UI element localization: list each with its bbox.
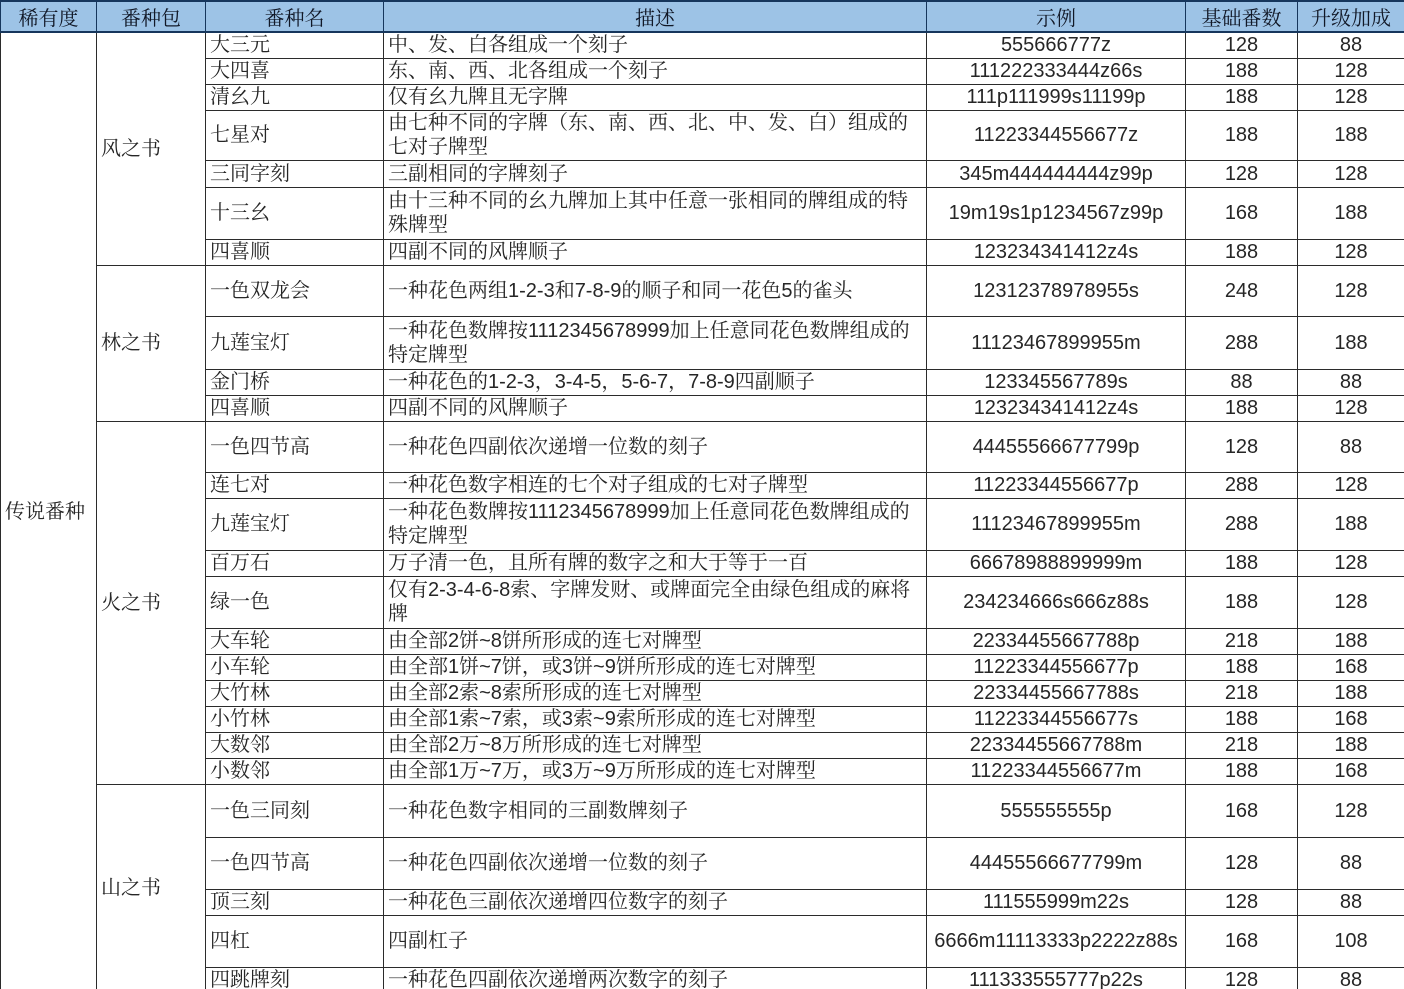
base-fan-cell: 128 <box>1186 889 1298 915</box>
table-row <box>1 472 1404 498</box>
upgrade-bonus-cell: 188 <box>1298 498 1404 550</box>
example-cell: 123234341412z4s <box>927 395 1186 421</box>
base-fan-cell: 188 <box>1186 395 1298 421</box>
table-row <box>1 732 1404 758</box>
rarity-cell: 传说番种 <box>1 32 97 989</box>
table-row <box>1 32 1404 58</box>
pack-cell: 风之书 <box>97 32 206 265</box>
table-row <box>1 576 1404 628</box>
description-cell: 仅有2-3-4-6-8索、字牌发财、或牌面完全由绿色组成的麻将牌 <box>384 576 927 628</box>
upgrade-bonus-cell: 128 <box>1298 472 1404 498</box>
upgrade-bonus-cell: 188 <box>1298 680 1404 706</box>
table-row <box>1 889 1404 915</box>
upgrade-bonus-cell: 188 <box>1298 110 1404 160</box>
pattern-name-cell: 十三幺 <box>206 187 384 239</box>
example-cell: 111555999m22s <box>927 889 1186 915</box>
upgrade-bonus-cell: 128 <box>1298 265 1404 316</box>
pattern-name-cell: 清幺九 <box>206 84 384 110</box>
base-fan-cell: 218 <box>1186 628 1298 654</box>
example-cell: 11223344556677z <box>927 110 1186 160</box>
upgrade-bonus-cell: 168 <box>1298 706 1404 732</box>
pattern-name-cell: 一色双龙会 <box>206 265 384 316</box>
example-cell: 123345567789s <box>927 369 1186 395</box>
pattern-name-cell: 一色三同刻 <box>206 784 384 837</box>
example-cell: 111222333444z66s <box>927 58 1186 84</box>
pattern-name-cell: 绿一色 <box>206 576 384 628</box>
pattern-name-cell: 连七对 <box>206 472 384 498</box>
pattern-name-cell: 四跳牌刻 <box>206 967 384 989</box>
upgrade-bonus-cell: 88 <box>1298 967 1404 989</box>
upgrade-bonus-cell: 188 <box>1298 628 1404 654</box>
table-row <box>1 628 1404 654</box>
base-fan-cell: 128 <box>1186 160 1298 187</box>
header-pack: 番种包 <box>97 1 206 32</box>
example-cell: 11123467899955m <box>927 498 1186 550</box>
example-cell: 11123467899955m <box>927 316 1186 369</box>
base-fan-cell: 168 <box>1186 784 1298 837</box>
upgrade-bonus-cell: 128 <box>1298 84 1404 110</box>
upgrade-bonus-cell: 128 <box>1298 58 1404 84</box>
description-cell: 一种花色数字相连的七个对子组成的七对子牌型 <box>384 472 927 498</box>
upgrade-bonus-cell: 128 <box>1298 550 1404 576</box>
base-fan-cell: 218 <box>1186 732 1298 758</box>
table-row <box>1 110 1404 160</box>
pattern-name-cell: 一色四节高 <box>206 421 384 472</box>
table-row <box>1 58 1404 84</box>
base-fan-cell: 188 <box>1186 58 1298 84</box>
description-cell: 三副相同的字牌刻子 <box>384 160 927 187</box>
example-cell: 12312378978955s <box>927 265 1186 316</box>
upgrade-bonus-cell: 128 <box>1298 395 1404 421</box>
header-rarity: 稀有度 <box>1 1 97 32</box>
pattern-name-cell: 顶三刻 <box>206 889 384 915</box>
example-cell: 11223344556677s <box>927 706 1186 732</box>
description-cell: 一种花色的1-2-3，3-4-5，5-6-7，7-8-9四副顺子 <box>384 369 927 395</box>
description-cell: 中、发、白各组成一个刻子 <box>384 32 927 58</box>
pattern-name-cell: 九莲宝灯 <box>206 498 384 550</box>
table-row <box>1 395 1404 421</box>
example-cell: 19m19s1p1234567z99p <box>927 187 1186 239</box>
base-fan-cell: 188 <box>1186 654 1298 680</box>
table-row <box>1 239 1404 265</box>
example-cell: 44455566677799p <box>927 421 1186 472</box>
header-base-fan: 基础番数 <box>1186 1 1298 32</box>
header-desc: 描述 <box>384 1 927 32</box>
pattern-name-cell: 三同字刻 <box>206 160 384 187</box>
table-row <box>1 967 1404 989</box>
header-upgrade-bonus: 升级加成 <box>1298 1 1404 32</box>
upgrade-bonus-cell: 88 <box>1298 837 1404 889</box>
upgrade-bonus-cell: 108 <box>1298 915 1404 967</box>
table-row <box>1 160 1404 187</box>
base-fan-cell: 88 <box>1186 369 1298 395</box>
base-fan-cell: 168 <box>1186 187 1298 239</box>
base-fan-cell: 288 <box>1186 498 1298 550</box>
pack-cell: 林之书 <box>97 265 206 421</box>
upgrade-bonus-cell: 128 <box>1298 239 1404 265</box>
description-cell: 由全部1饼~7饼，或3饼~9饼所形成的连七对牌型 <box>384 654 927 680</box>
example-cell: 555666777z <box>927 32 1186 58</box>
base-fan-cell: 188 <box>1186 758 1298 784</box>
description-cell: 一种花色数牌按1112345678999加上任意同花色数牌组成的特定牌型 <box>384 498 927 550</box>
pattern-name-cell: 小竹林 <box>206 706 384 732</box>
pattern-name-cell: 一色四节高 <box>206 837 384 889</box>
table-row <box>1 784 1404 837</box>
base-fan-cell: 188 <box>1186 576 1298 628</box>
table-row <box>1 706 1404 732</box>
pattern-name-cell: 四喜顺 <box>206 395 384 421</box>
table-row <box>1 84 1404 110</box>
example-cell: 66678988899999m <box>927 550 1186 576</box>
description-cell: 一种花色数字相同的三副数牌刻子 <box>384 784 927 837</box>
description-cell: 四副杠子 <box>384 915 927 967</box>
table-row <box>1 680 1404 706</box>
pattern-name-cell: 四杠 <box>206 915 384 967</box>
upgrade-bonus-cell: 128 <box>1298 576 1404 628</box>
example-cell: 345m444444444z99p <box>927 160 1186 187</box>
example-cell: 123234341412z4s <box>927 239 1186 265</box>
pack-cell: 火之书 <box>97 421 206 784</box>
description-cell: 四副不同的风牌顺子 <box>384 239 927 265</box>
description-cell: 一种花色三副依次递增四位数字的刻子 <box>384 889 927 915</box>
pattern-name-cell: 百万石 <box>206 550 384 576</box>
pack-cell: 山之书 <box>97 784 206 989</box>
base-fan-cell: 288 <box>1186 316 1298 369</box>
example-cell: 22334455667788s <box>927 680 1186 706</box>
description-cell: 一种花色四副依次递增一位数的刻子 <box>384 421 927 472</box>
table-row <box>1 369 1404 395</box>
pattern-name-cell: 九莲宝灯 <box>206 316 384 369</box>
example-cell: 111p111999s11199p <box>927 84 1186 110</box>
example-cell: 555555555p <box>927 784 1186 837</box>
pattern-name-cell: 大数邻 <box>206 732 384 758</box>
upgrade-bonus-cell: 88 <box>1298 32 1404 58</box>
example-cell: 6666m11113333p2222z88s <box>927 915 1186 967</box>
base-fan-cell: 128 <box>1186 837 1298 889</box>
upgrade-bonus-cell: 88 <box>1298 421 1404 472</box>
pattern-name-cell: 大三元 <box>206 32 384 58</box>
upgrade-bonus-cell: 88 <box>1298 369 1404 395</box>
upgrade-bonus-cell: 168 <box>1298 654 1404 680</box>
upgrade-bonus-cell: 168 <box>1298 758 1404 784</box>
upgrade-bonus-cell: 128 <box>1298 160 1404 187</box>
header-name: 番种名 <box>206 1 384 32</box>
table-row <box>1 654 1404 680</box>
table-row <box>1 498 1404 550</box>
description-cell: 一种花色两组1-2-3和7-8-9的顺子和同一花色5的雀头 <box>384 265 927 316</box>
base-fan-cell: 288 <box>1186 472 1298 498</box>
upgrade-bonus-cell: 88 <box>1298 889 1404 915</box>
table-row <box>1 758 1404 784</box>
base-fan-cell: 188 <box>1186 110 1298 160</box>
table-row <box>1 837 1404 889</box>
table-row <box>1 265 1404 316</box>
example-cell: 22334455667788m <box>927 732 1186 758</box>
pattern-name-cell: 四喜顺 <box>206 239 384 265</box>
pattern-name-cell: 大四喜 <box>206 58 384 84</box>
table-row <box>1 421 1404 472</box>
header-example: 示例 <box>927 1 1186 32</box>
description-cell: 一种花色数牌按1112345678999加上任意同花色数牌组成的特定牌型 <box>384 316 927 369</box>
pattern-name-cell: 七星对 <box>206 110 384 160</box>
base-fan-cell: 188 <box>1186 84 1298 110</box>
upgrade-bonus-cell: 188 <box>1298 732 1404 758</box>
example-cell: 11223344556677p <box>927 472 1186 498</box>
table-row <box>1 915 1404 967</box>
example-cell: 234234666s666z88s <box>927 576 1186 628</box>
description-cell: 由十三种不同的幺九牌加上其中任意一张相同的牌组成的特殊牌型 <box>384 187 927 239</box>
base-fan-cell: 128 <box>1186 421 1298 472</box>
example-cell: 22334455667788p <box>927 628 1186 654</box>
base-fan-cell: 188 <box>1186 706 1298 732</box>
header-row <box>1 1 1404 32</box>
upgrade-bonus-cell: 128 <box>1298 784 1404 837</box>
table-row <box>1 316 1404 369</box>
example-cell: 111333555777p22s <box>927 967 1186 989</box>
description-cell: 由全部1索~7索，或3索~9索所形成的连七对牌型 <box>384 706 927 732</box>
pattern-name-cell: 小车轮 <box>206 654 384 680</box>
upgrade-bonus-cell: 188 <box>1298 187 1404 239</box>
example-cell: 11223344556677p <box>927 654 1186 680</box>
base-fan-cell: 128 <box>1186 967 1298 989</box>
table-row <box>1 550 1404 576</box>
base-fan-cell: 168 <box>1186 915 1298 967</box>
upgrade-bonus-cell: 188 <box>1298 316 1404 369</box>
base-fan-cell: 248 <box>1186 265 1298 316</box>
example-cell: 44455566677799m <box>927 837 1186 889</box>
base-fan-cell: 128 <box>1186 32 1298 58</box>
pattern-name-cell: 金门桥 <box>206 369 384 395</box>
description-cell: 东、南、西、北各组成一个刻子 <box>384 58 927 84</box>
description-cell: 一种花色四副依次递增两次数字的刻子 <box>384 967 927 989</box>
description-cell: 由全部1万~7万，或3万~9万所形成的连七对牌型 <box>384 758 927 784</box>
description-cell: 由全部2索~8索所形成的连七对牌型 <box>384 680 927 706</box>
base-fan-cell: 188 <box>1186 239 1298 265</box>
description-cell: 四副不同的风牌顺子 <box>384 395 927 421</box>
description-cell: 仅有幺九牌且无字牌 <box>384 84 927 110</box>
pattern-name-cell: 大竹林 <box>206 680 384 706</box>
description-cell: 由七种不同的字牌（东、南、西、北、中、发、白）组成的七对子牌型 <box>384 110 927 160</box>
base-fan-cell: 188 <box>1186 550 1298 576</box>
description-cell: 万子清一色，且所有牌的数字之和大于等于一百 <box>384 550 927 576</box>
pattern-name-cell: 大车轮 <box>206 628 384 654</box>
base-fan-cell: 218 <box>1186 680 1298 706</box>
pattern-name-cell: 小数邻 <box>206 758 384 784</box>
description-cell: 由全部2万~8万所形成的连七对牌型 <box>384 732 927 758</box>
fan-table-body <box>1 32 1404 989</box>
table-row <box>1 187 1404 239</box>
example-cell: 11223344556677m <box>927 758 1186 784</box>
description-cell: 一种花色四副依次递增一位数的刻子 <box>384 837 927 889</box>
description-cell: 由全部2饼~8饼所形成的连七对牌型 <box>384 628 927 654</box>
